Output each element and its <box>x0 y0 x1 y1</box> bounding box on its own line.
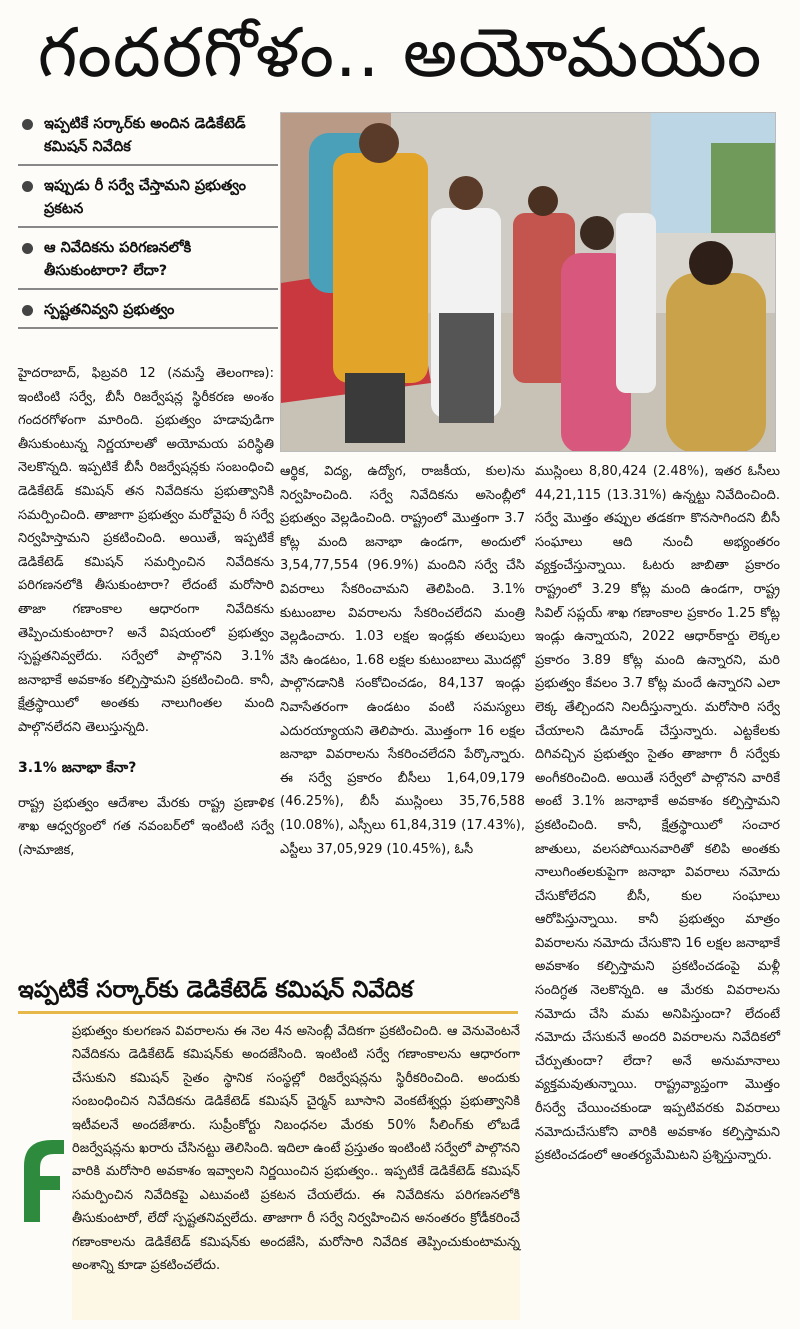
highlight-item: ఇప్పటికే సర్కార్‌కు అందిన డెడికేటెడ్ కమిషన్ నివేదిక <box>18 110 278 166</box>
highlight-item: స్పష్టతనివ్వని ప్రభుత్వం <box>18 296 278 329</box>
highlight-item: ఇప్పుడు రీ సర్వే చేస్తామని ప్రభుత్వం ప్రకటన <box>18 172 278 228</box>
news-photo <box>280 112 776 452</box>
newspaper-logo-icon <box>14 1136 68 1222</box>
sidebar-box-text: ప్రభుత్వం కులగణన వివరాలను ఈ నెల 4న అసెంబ్లీ వేదికగా ప్రకటించింది. ఆ వెనువెంటనే నివేదికను డెడికేటెడ్ కమిషన్‌కు అందజేసింది. ఇంటింటి సర్వే గణాంకాలను ఆధారంగా చేసుకుని కమిషన్ సైతం స్థానిక సంస్థల్లో రిజర్వేషన్లను స్థిరీకరించింది. అందుకు సంబంధించిన నివేదికను డెడికేటెడ్ కమిషన్ చైర్మన్ బూసాని వెంకటేశ్వర్లు ప్రభుత్వానికి ఇటీవలనే అందజేశారు. సుప్రీంకోర్టు నిబంధనల మేరకు 50% సీలింగ్‌కు లోబడే రిజర్వేషన్లను ఖరారు చేసినట్టు తెలిసింది. ఇదిలా ఉంటే ప్రస్తుతం ఇంటింటి సర్వేలో పాల్గొనని వారికి మరోసారి అవకాశం ఇవ్వాలని నిర్ణయించిన ప్రభుత్వం.. ఇప్పటికే డెడికేటెడ్ కమిషన్ సమర్పించిన నివేదికపై ఎటువంటి ప్రకటన చేయలేదు. ఈ నివేదికను పరిగణనలోకి తీసుకుంటారో, లేదో స్పష్టతనివ్వలేదు. తాజాగా రీ సర్వే నిర్వహించిన అనంతరం క్రోడీకరించే గణాంకాలను డెడికేటెడ్ కమిషన్‌కు అందజేసి, మరోసారి నివేదిక తెప్పించుకుంటామన్న అంశాన్ని కూడా ప్రకటించలేదు. <box>72 1020 520 1320</box>
highlight-item: ఆ నివేదికను పరిగణనలోకి తీసుకుంటారా? లేదా? <box>18 234 278 290</box>
article-paragraph: హైదరాబాద్, ఫిబ్రవరి 12 (నమస్తే తెలంగాణ): ఇంటింటి సర్వే, బీసీ రిజర్వేషన్ల స్థిరీకరణ అంశం గందరగోళంగా మారింది. ప్రభుత్వం హడావుడిగా తీసుకుంటున్న నిర్ణయాలతో అయోమయ పరిస్థితి నెలకొన్నది. ఇప్పటికే బీసీ రిజర్వేషన్లకు సంబంధించి డెడికేటెడ్ కమిషన్ తన నివేదికను ప్రభుత్వానికి సమర్పించింది. తాజాగా ప్రభుత్వం మరోవైపు రీ సర్వే నిర్వహిస్తామని ప్రకటించింది. అయితే, ఇప్పటికే డెడికేటెడ్ కమిషన్ సమర్పించిన నివేదికను పరిగణనలోకి తీసుకుంటారా? లేదంటే మరోసారి తాజా గణాంకాల ఆధారంగా నివేదికను తెప్పించుకుంటారా? అనే విషయంలో ప్రభుత్వం స్పష్టతనివ్వలేదు. సర్వేలో పాల్గొనని 3.1% జనాభాకే అవకాశం కల్పిస్తామని ప్రకటించింది. కానీ, క్షేత్రస్థాయిలో అంతకు నాలుగింతల మంది పాల్గొనలేదని తెలుస్తున్నది. <box>18 366 274 735</box>
article-column-1 <box>18 362 274 862</box>
article-paragraph: ముస్లింలు 8,80,424 (2.48%), ఇతర ఓసీలు 44,21,115 (13.31%) ఉన్నట్టు నివేదించింది. సర్వే మొత్తం తప్పుల తడకగా కొనసాగిందని బీసీ సంఘాలు ఆది నుంచీ అభ్యంతరం వ్యక్తంచేస్తున్నాయి. ఓటరు జాబితా ప్రకారం రాష్ట్రంలో 3.29 కోట్ల మంది ఉండగా, రాష్ట్ర సివిల్ సప్లయ్ శాఖ గణాంకాల ప్రకారం 1.25 కోట్ల ఇండ్లు ఉన్నాయని, 2022 ఆధార్‌కార్డు లెక్కల ప్రకారం 3.89 కోట్ల మంది ఉన్నారని, మరి ప్రభుత్వం కేవలం 3.7 కోట్ల మందే ఉన్నారని ఎలా లెక్క తేల్చిందని నిలదీస్తున్నారు. మరోసారి సర్వే చేయాలని డిమాండ్ చేస్తున్నారు. ఎట్టకేలకు దిగివచ్చిన ప్రభుత్వం సైతం తాజాగా రీ సర్వేకు అంగీకరించింది. అయితే సర్వేలో పాల్గొనని వారికే అంటే 3.1% జనాభాకే అవకాశం కల్పిస్తామని ప్రకటించింది. కానీ, క్షేత్రస్థాయిలో సంచార జాతులు, వలసపోయినవారితో కలిపి అంతకు నాలుగింతలకుపైగా జనాభా వివరాలు నమోదు చేసుకోలేదని బీసీ, కుల సంఘాలు ఆరోపిస్తున్నాయి. కానీ ప్రభుత్వం మాత్రం వివరాలను నమోదు చేసుకొని 16 లక్షల జనాభాకే అవకాశం కల్పిస్తామని ప్రకటించడంపై మళ్లీ సందిగ్ధత నెలకొన్నది. ఆ మేరకు వివరాలను నమోదు చేసి మమ అనిపిస్తుందా? లేదంటే నమోదు చేసుకునే అందరి వివరాలను నివేదికలో చేర్పుతుందా? లేదా? అనే అనుమానాలు వ్యక్తమవుతున్నాయి. రాష్ట్రవ్యాప్తంగా మొత్తం రీసర్వే చేయించకుండా ఇప్పటివరకు వివరాలు నమోదుచేసుకోని వారికి అవకాశం కల్పిస్తామని ప్రకటించడంలో ఆంతర్యమేమిటని ప్రశ్నిస్తున్నారు. <box>535 464 780 1164</box>
article-paragraph: ఆర్థిక, విద్య, ఉద్యోగ, రాజకీయ, కుల)ను నిర్వహించింది. సర్వే నివేదికను అసెంబ్లీలో ప్రభుత్వం వెల్లడించింది. రాష్ట్రంలో మొత్తంగా 3.7 కోట్ల మంది జనాభా ఉండగా, అందులో 3,54,77,554 (96.9%) మందిని సర్వే చేసి వివరాలు సేకరించామని తెలిపింది. 3.1% కుటుంబాల వివరాలను సేకరించలేదని మంత్రి వెల్లడించారు. 1.03 లక్షల ఇండ్లకు తలుపులు వేసి ఉండటం, 1.68 లక్షల కుటుంబాలు మొదట్లో పాల్గొనడానికి సంకోచించడం, 84,137 ఇండ్లు నివాసేతరంగా ఉండటం వంటి సమస్యలు ఎదురయ్యాయని తెలిపారు. మొత్తంగా 16 లక్షల జనాభా వివరాలను సేకరించలేదని పేర్కొన్నారు. ఈ సర్వే ప్రకారం బీసీలు 1,64,09,179 (46.25%), బీసీ ముస్లింలు 35,76,588 (10.08%), ఎస్సీలు 61,84,319 (17.43%), ఎస్టీలు 37,05,929 (10.45%), ఓసీ <box>280 464 525 857</box>
box-headline: ఇప్పటికే సర్కార్‌కు డెడికేటెడ్ కమిషన్ నివేదిక <box>18 968 518 1014</box>
highlights-list <box>18 110 278 335</box>
section-subhead: 3.1% జనాభా కేనా? <box>18 759 137 776</box>
article-paragraph: రాష్ట్ర ప్రభుత్వం ఆదేశాల మేరకు రాష్ట్ర ప్రణాళిక శాఖ ఆధ్వర్యంలో గత నవంబర్‌లో ఇంటింటి సర్వే (సామాజిక, <box>18 795 274 858</box>
article-column-3 <box>535 460 780 1168</box>
headline: గందరగోళం.. అయోమయం <box>37 14 763 93</box>
article-column-2 <box>280 460 525 861</box>
